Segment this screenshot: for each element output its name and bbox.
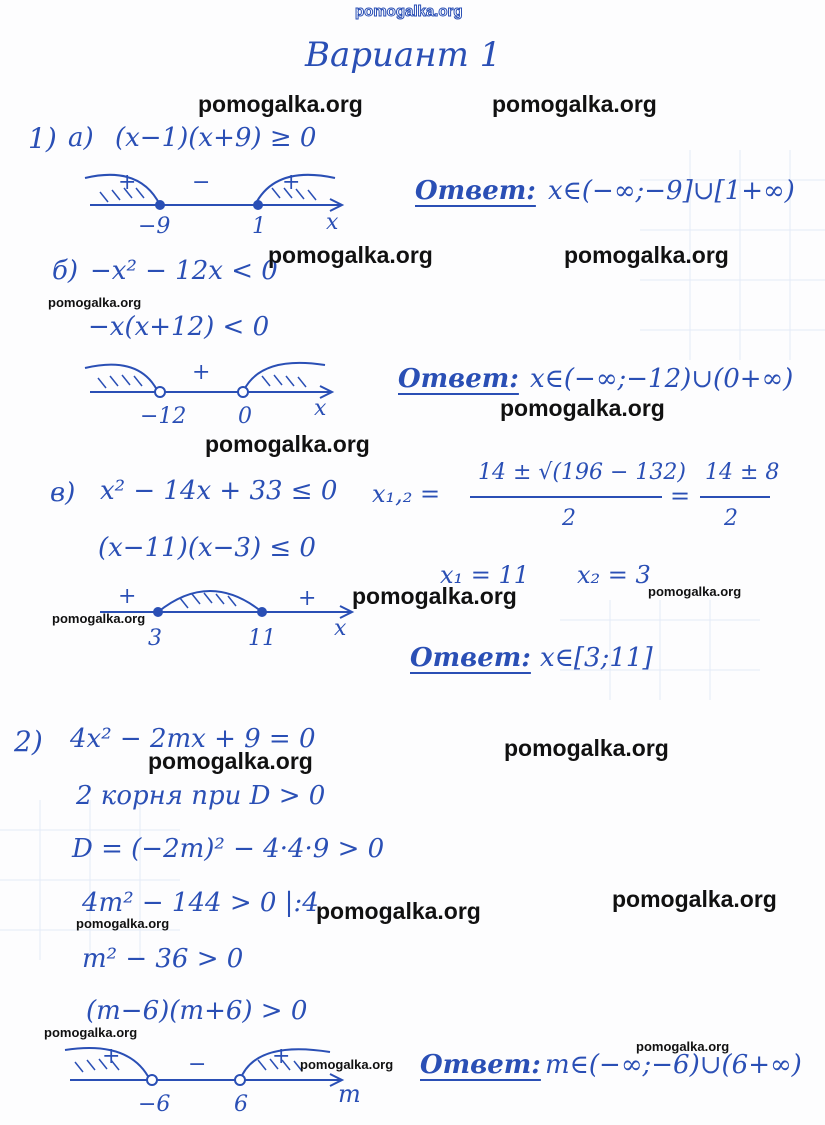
sign-2-mid: − <box>188 1052 207 1077</box>
sign-1c-right: + <box>298 586 317 611</box>
watermark: pomogalka.org <box>612 886 777 912</box>
watermark: pomogalka.org <box>504 735 669 761</box>
watermark: pomogalka.org <box>316 898 481 924</box>
answer-label-1b: Ответ: <box>398 364 519 394</box>
answer-1c: x∈[3;11] <box>540 643 653 673</box>
answer-label-1a: Ответ: <box>415 176 536 206</box>
tick-1c-right: 11 <box>248 626 276 651</box>
point-minus6 <box>147 1075 157 1085</box>
root-x1: x₁ = 11 <box>440 561 530 589</box>
answer-label-2: Ответ: <box>420 1050 541 1080</box>
task2-number: 2) <box>14 725 43 758</box>
roots-numerator-1: 14 ± √(196 − 132) <box>478 460 687 485</box>
roots-lhs: x₁,₂ = <box>372 480 441 508</box>
task1-number: 1) <box>28 122 57 155</box>
task2-condition: 2 корня при D > 0 <box>76 781 326 811</box>
roots-denominator-1: 2 <box>562 506 576 531</box>
task1b-inequality: −x² − 12x < 0 <box>90 256 278 286</box>
tick-1a-right: 1 <box>252 214 266 239</box>
watermark: pomogalka.org <box>44 1025 138 1040</box>
task1b-label: б) <box>52 256 79 286</box>
task1c-label: в) <box>50 478 76 508</box>
sign-1a-mid: − <box>192 170 211 195</box>
task1a-inequality: (x−1)(x+9) ≥ 0 <box>115 123 317 153</box>
task2-line2: 4m² − 144 > 0 |:4 <box>82 888 319 918</box>
tick-2-right: 6 <box>234 1092 248 1117</box>
watermark: pomogalka.org <box>76 916 170 931</box>
watermark: pomogalka.org <box>352 583 517 609</box>
answer-label-1c: Ответ: <box>410 643 531 673</box>
axis-label-1c: x <box>334 616 347 641</box>
tick-2-left: −6 <box>138 1092 171 1117</box>
watermark: pomogalka.org <box>648 584 742 599</box>
axis-label-1b: x <box>314 396 327 421</box>
root-x2: x₂ = 3 <box>577 561 651 589</box>
sign-1c-left: + <box>118 584 137 609</box>
tick-1a-left: −9 <box>138 214 171 239</box>
axis-label-2: m <box>338 1080 361 1108</box>
task1c-factored: (x−11)(x−3) ≤ 0 <box>98 533 316 563</box>
answer-1a: x∈(−∞;−9]∪[1+∞) <box>548 176 795 206</box>
roots-numerator-2: 14 ± 8 <box>705 460 780 485</box>
sign-2-left: + <box>102 1044 121 1069</box>
watermark: pomogalka.org <box>205 431 370 457</box>
sign-1b-mid: + <box>192 360 211 385</box>
sign-2-right: + <box>272 1044 291 1069</box>
point-6 <box>235 1075 245 1085</box>
watermark: pomogalka.org <box>198 91 363 117</box>
watermark: pomogalka.org <box>492 91 657 117</box>
watermark: pomogalka.org <box>300 1057 394 1072</box>
answer-1b: x∈(−∞;−12)∪(0+∞) <box>530 364 794 394</box>
task2-line4: (m−6)(m+6) > 0 <box>86 996 308 1026</box>
watermark: pomogalka.org <box>148 748 313 774</box>
task1a-label: а) <box>68 123 94 153</box>
task2-equation: 4x² − 2mx + 9 = 0 <box>70 724 316 754</box>
watermark: pomogalka.org <box>636 1039 730 1054</box>
watermark: pomogalka.org <box>268 242 433 268</box>
task2-line3: m² − 36 > 0 <box>82 944 244 974</box>
watermark: pomogalka.org <box>48 295 142 310</box>
roots-equals: = <box>670 482 691 510</box>
axis-label-1a: x <box>326 210 339 235</box>
task1b-factored: −x(x+12) < 0 <box>88 312 270 342</box>
task1c-inequality: x² − 14x + 33 ≤ 0 <box>100 476 338 506</box>
watermark-top: pomogalka.org <box>355 3 463 20</box>
watermark: pomogalka.org <box>500 395 665 421</box>
page-title: Вариант 1 <box>305 35 502 75</box>
task2-line1: D = (−2m)² − 4·4·9 > 0 <box>72 834 385 864</box>
answer-2: m∈(−∞;−6)∪(6+∞) <box>545 1050 802 1080</box>
watermark: pomogalka.org <box>564 242 729 268</box>
roots-denominator-2: 2 <box>724 506 738 531</box>
tick-1b-left: −12 <box>140 404 187 429</box>
sign-1a-left: + <box>118 170 137 195</box>
tick-1c-left: 3 <box>148 626 162 651</box>
watermark: pomogalka.org <box>52 611 146 626</box>
sign-1a-right: + <box>282 170 301 195</box>
tick-1b-right: 0 <box>238 404 252 429</box>
